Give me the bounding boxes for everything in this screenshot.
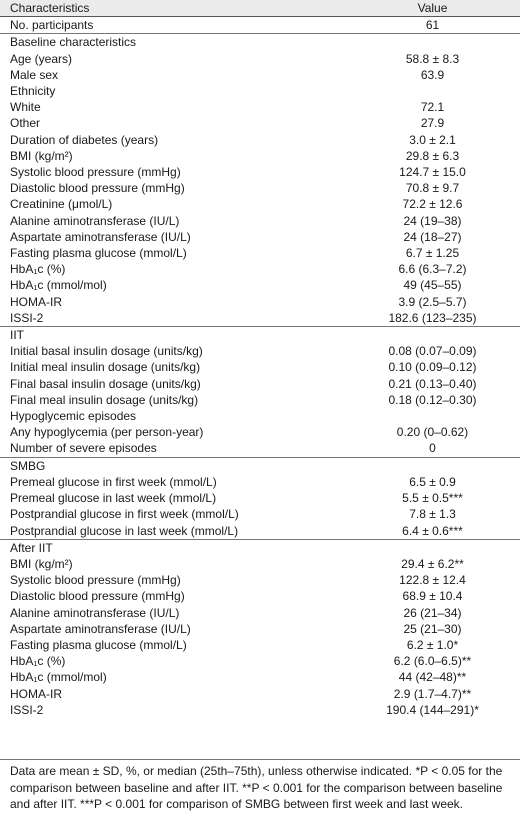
row-label: Systolic blood pressure (mmHg) bbox=[10, 165, 181, 180]
row-value: 3.9 (2.5–5.7) bbox=[398, 294, 467, 309]
row-value: 3.0 ± 2.1 bbox=[409, 132, 456, 147]
row-label: Male sex bbox=[10, 67, 59, 82]
row-label: Ethnicity bbox=[10, 84, 56, 99]
table-row bbox=[0, 457, 520, 474]
row-label: White bbox=[10, 100, 41, 115]
row-value: 49 (45–55) bbox=[403, 278, 462, 293]
row-value: 63.9 bbox=[420, 67, 445, 82]
table-row bbox=[0, 34, 520, 51]
row-label: Number of severe episodes bbox=[10, 441, 157, 456]
row-label: Duration of diabetes (years) bbox=[10, 132, 159, 147]
table-row bbox=[0, 408, 520, 424]
table-row bbox=[0, 359, 520, 375]
row-value: 68.9 ± 10.4 bbox=[402, 589, 463, 604]
table-row bbox=[0, 132, 520, 148]
row-label: Any hypoglycemia (per person-year) bbox=[10, 425, 204, 440]
footnote-divider bbox=[0, 759, 520, 760]
row-value: 122.8 ± 12.4 bbox=[399, 573, 466, 588]
row-value: 24 (19–38) bbox=[403, 213, 462, 228]
row-value: 0.20 (0–0.62) bbox=[396, 425, 469, 440]
table-row bbox=[0, 51, 520, 67]
table-row bbox=[0, 621, 520, 637]
row-label: Systolic blood pressure (mmHg) bbox=[10, 573, 181, 588]
table-row bbox=[0, 490, 520, 506]
row-label: Postprandial glucose in first week (mmol/L) bbox=[10, 507, 239, 522]
row-label: No. participants bbox=[0, 17, 345, 34]
table-row bbox=[0, 229, 520, 245]
table-row bbox=[0, 588, 520, 604]
row-label: HbA₁c (%) bbox=[10, 262, 66, 277]
row-value bbox=[345, 34, 520, 51]
row-label: HbA₁c (%) bbox=[10, 654, 66, 669]
row-value: 0.18 (0.12–0.30) bbox=[388, 392, 477, 407]
row-value: 0.08 (0.07–0.09) bbox=[388, 344, 477, 359]
row-value: 190.4 (144–291)* bbox=[386, 702, 479, 717]
table-row bbox=[0, 164, 520, 180]
table-row bbox=[0, 261, 520, 277]
table-row bbox=[0, 277, 520, 293]
row-label: Alanine aminotransferase (IU/L) bbox=[10, 213, 180, 228]
row-value: 2.9 (1.7–4.7)** bbox=[393, 686, 472, 701]
table-row bbox=[0, 686, 520, 702]
row-value: 6.7 ± 1.25 bbox=[405, 246, 460, 261]
row-label: BMI (kg/m²) bbox=[10, 148, 73, 163]
row-label: HOMA-IR bbox=[10, 686, 62, 701]
row-value: 29.8 ± 6.3 bbox=[405, 148, 460, 163]
row-label: Hypoglycemic episodes bbox=[10, 409, 137, 424]
table-row bbox=[0, 294, 520, 310]
row-value: 0.21 (0.13–0.40) bbox=[388, 376, 477, 391]
row-value: 27.9 bbox=[420, 116, 445, 131]
table-row bbox=[0, 17, 520, 34]
table-footnote: Data are mean ± SD, %, or median (25th–75th), unless otherwise indicated. *P < 0.05 for the comparison between baseline and after IIT. **P < 0.001 for the comparison between baseline and after IIT. ***P < 0.001 for comparison of SMBG between first week and last week. bbox=[10, 764, 503, 811]
table-row bbox=[0, 196, 520, 212]
row-label: SMBG bbox=[0, 457, 345, 474]
row-value: 5.5 ± 0.5*** bbox=[402, 491, 463, 506]
row-label: Aspartate aminotransferase (IU/L) bbox=[10, 621, 191, 636]
table-body bbox=[0, 17, 520, 718]
row-value bbox=[345, 327, 520, 344]
row-value: 7.8 ± 1.3 bbox=[409, 507, 456, 522]
row-label: HbA₁c (mmol/mol) bbox=[10, 278, 107, 293]
row-label: Diastolic blood pressure (mmHg) bbox=[10, 589, 185, 604]
table-header-row bbox=[0, 0, 520, 17]
row-value: 0 bbox=[429, 441, 436, 456]
row-label: Final meal insulin dosage (units/kg) bbox=[10, 392, 199, 407]
table-row bbox=[0, 327, 520, 344]
table-row bbox=[0, 539, 520, 556]
row-label: Age (years) bbox=[10, 51, 73, 66]
header-value: Value bbox=[345, 0, 520, 17]
row-label: Aspartate aminotransferase (IU/L) bbox=[10, 229, 191, 244]
row-value bbox=[345, 83, 520, 99]
row-value: 6.2 (6.0–6.5)** bbox=[393, 654, 472, 669]
table-row bbox=[0, 572, 520, 588]
table-row bbox=[0, 115, 520, 131]
row-label: HOMA-IR bbox=[10, 294, 62, 309]
table-row bbox=[0, 474, 520, 490]
row-label: ISSI-2 bbox=[10, 702, 44, 717]
row-label: Initial basal insulin dosage (units/kg) bbox=[10, 344, 203, 359]
row-value bbox=[345, 408, 520, 424]
table-row bbox=[0, 67, 520, 83]
row-value: 6.4 ± 0.6*** bbox=[402, 523, 463, 538]
table-row bbox=[0, 213, 520, 229]
row-label: Final basal insulin dosage (units/kg) bbox=[10, 376, 201, 391]
row-label: Premeal glucose in first week (mmol/L) bbox=[10, 474, 217, 489]
table-row bbox=[0, 702, 520, 718]
row-value: 61 bbox=[345, 17, 520, 34]
row-value: 0.10 (0.09–0.12) bbox=[388, 360, 477, 375]
table-row bbox=[0, 343, 520, 359]
row-label: Fasting plasma glucose (mmol/L) bbox=[10, 246, 187, 261]
table-row bbox=[0, 180, 520, 196]
table-row bbox=[0, 148, 520, 164]
row-value: 72.2 ± 12.6 bbox=[402, 197, 463, 212]
table-row bbox=[0, 310, 520, 327]
table-row bbox=[0, 99, 520, 115]
table-row bbox=[0, 523, 520, 540]
row-value: 6.2 ± 1.0* bbox=[406, 637, 459, 652]
row-value: 58.8 ± 8.3 bbox=[405, 51, 460, 66]
row-value: 25 (21–30) bbox=[403, 621, 462, 636]
table-row bbox=[0, 637, 520, 653]
row-label: Initial meal insulin dosage (units/kg) bbox=[10, 360, 201, 375]
row-label: IIT bbox=[0, 327, 345, 344]
row-value: 6.5 ± 0.9 bbox=[409, 474, 456, 489]
row-label: Other bbox=[10, 116, 41, 131]
row-value bbox=[345, 539, 520, 556]
row-value: 72.1 bbox=[420, 100, 445, 115]
table-row bbox=[0, 605, 520, 621]
row-value: 124.7 ± 15.0 bbox=[399, 165, 466, 180]
row-label: Diastolic blood pressure (mmHg) bbox=[10, 181, 185, 196]
row-value: 26 (21–34) bbox=[403, 605, 462, 620]
row-value bbox=[345, 457, 520, 474]
table-row bbox=[0, 245, 520, 261]
table-row bbox=[0, 653, 520, 669]
row-label: HbA₁c (mmol/mol) bbox=[10, 670, 107, 685]
row-label: Postprandial glucose in last week (mmol/L) bbox=[10, 523, 239, 538]
row-value: 70.8 ± 9.7 bbox=[405, 181, 460, 196]
row-label: Baseline characteristics bbox=[0, 34, 345, 51]
row-label: BMI (kg/m²) bbox=[10, 556, 73, 571]
row-label: Creatinine (μmol/L) bbox=[10, 197, 113, 212]
row-value: 6.6 (6.3–7.2) bbox=[398, 262, 467, 277]
table-row bbox=[0, 556, 520, 572]
row-value: 29.4 ± 6.2** bbox=[401, 556, 464, 571]
table-row bbox=[0, 376, 520, 392]
table-row bbox=[0, 440, 520, 457]
table-row bbox=[0, 83, 520, 99]
table-row bbox=[0, 392, 520, 408]
row-label: Alanine aminotransferase (IU/L) bbox=[10, 605, 180, 620]
header-characteristics: Characteristics bbox=[0, 0, 345, 17]
row-label: ISSI-2 bbox=[10, 310, 44, 325]
row-value: 182.6 (123–235) bbox=[388, 310, 477, 325]
row-label: Fasting plasma glucose (mmol/L) bbox=[10, 637, 187, 652]
table-row bbox=[0, 506, 520, 522]
row-label: After IIT bbox=[0, 539, 345, 556]
table-row bbox=[0, 424, 520, 440]
row-value: 24 (18–27) bbox=[403, 229, 462, 244]
row-value: 44 (42–48)** bbox=[398, 670, 467, 685]
row-label: Premeal glucose in last week (mmol/L) bbox=[10, 491, 217, 506]
table-row bbox=[0, 669, 520, 685]
